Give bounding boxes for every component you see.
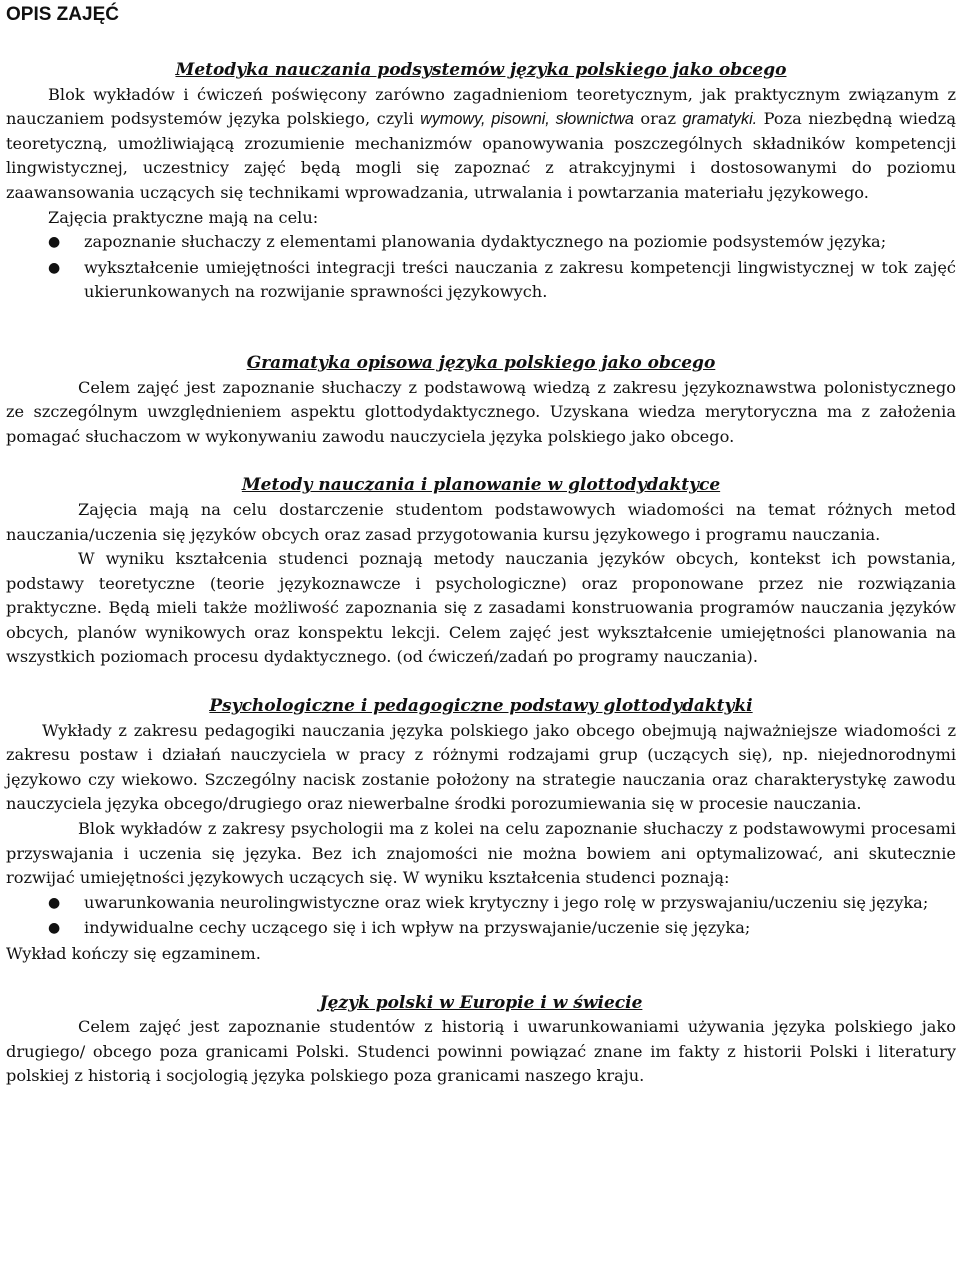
- list-item-text: zapoznanie słuchaczy z elementami planowania dydaktycznego na poziomie podsystemów języka;: [84, 232, 887, 252]
- paragraph-text: Poza niezbędną wiedzą teoretyczną, umożliwiającą zrozumienie mechanizmów opanowywania poszczególnych składników kompetencji lingwistycznej, uczestnicy zajęć będą mogli się zapoznać z atrakcyjnymi i dostosowanymi do poziomu zaawansowania uczących się technikami wprowadzania, utrwalania i powtarzania materiału językowego.: [6, 109, 956, 202]
- list-item: [6, 256, 956, 305]
- italic-text: wymowy, pisowni, słownictwa: [420, 110, 634, 129]
- list-item: [6, 916, 956, 941]
- section-paragraph: Zajęcia mają na celu dostarczenie studentom podstawowych wiadomości na temat różnych metod nauczania/uczenia się języków obcych oraz zasad przygotowania kursu językowego i programu nauczania.: [6, 499, 956, 544]
- bullet-icon: ●: [48, 920, 61, 937]
- section-paragraph: Celem zajęć jest zapoznanie studentów z historią i uwarunkowaniami używania języka polskiego jako drugiego/ obcego poza granicami Polski. Studenci powinni powiązać znane im fakty z historii Polski i literatury polskiej z historią i socjologią języka polskiego poza granicami naszego kraju.: [6, 1017, 956, 1086]
- section-heading: Metodyka nauczania podsystemów języka polskiego jako obcego: [175, 60, 787, 80]
- section-jezyk-polski: [6, 991, 956, 1089]
- list-item-text: indywidualne cechy uczącego się i ich wpływ na przyswajanie/uczenie się języka;: [84, 918, 751, 938]
- bullet-list: [6, 230, 956, 305]
- paragraph-text: oraz: [633, 109, 683, 129]
- section-heading: Psychologiczne i pedagogiczne podstawy glottodydaktyki: [209, 696, 753, 717]
- section-gramatyka: [6, 351, 956, 449]
- italic-text: gramatyki.: [682, 110, 758, 129]
- section-psychologiczne: [6, 694, 956, 967]
- section-paragraph: Zajęcia praktyczne mają na celu:: [48, 207, 319, 227]
- bullet-icon: ●: [48, 894, 61, 911]
- section-paragraph: [6, 83, 956, 206]
- section-heading: Metody nauczania i planowanie w glottodydaktyce: [241, 475, 721, 496]
- section-paragraph: W wyniku kształcenia studenci poznają metody nauczania języków obcych, kontekst ich powstania, podstawy teoretyczne (teorie językoznawcze i psychologiczne) oraz proponowane przez nie rozwiązania praktyczne. Będą mieli także możliwość zapoznania się z zasadami konstruowania programów nauczania języków obcych, planów wynikowych oraz konspektu lekcji. Celem zajęć jest wykształcenie umiejętności planowania na wszystkich poziomach procesu dydaktycznego. (od ćwiczeń/zadań po programy nauczania).: [6, 549, 956, 667]
- section-paragraph: Wykłady z zakresu pedagogiki nauczania języka polskiego jako obcego obejmują najważniejsze wiadomości z zakresu postaw i działań nauczyciela w pracy z różnymi rodzajami grup (uczących się), np. niejednorodnymi językowo czy wiekowo. Szczególny nacisk zostanie położony na strategie nauczania oraz charakterystykę zawodu nauczyciela języka obcego/drugiego oraz niewerbalne środki porozumiewania się w procesie nauczania.: [6, 720, 956, 814]
- section-paragraph: Blok wykładów z zakresy psychologii ma z kolei na celu zapoznanie słuchaczy z podstawowymi procesami przyswajania i uczenia się języka. Bez ich znajomości nie można bowiem ani optymalizować, ani skutecznie rozwijać umiejętności językowych uczących się. W wyniku kształcenia studenci poznają:: [6, 819, 956, 888]
- section-paragraph: Celem zajęć jest zapoznanie słuchaczy z podstawową wiedzą z zakresu językoznawstwa polonistycznego ze szczególnym uwzględnieniem aspektu glottodydaktycznego. Uzyskana wiedza merytoryczna ma z założenia pomagać słuchaczom w wykonywaniu zawodu nauczyciela języka polskiego jako obcego.: [6, 377, 956, 446]
- page-title: OPIS ZAJĘĆ: [6, 4, 119, 25]
- section-metodyka: [6, 58, 956, 305]
- list-item-text: uwarunkowania neurolingwistyczne oraz wiek krytyczny i jego rolę w przyswajaniu/uczeniu się języka;: [84, 892, 929, 912]
- bullet-icon: ●: [48, 259, 61, 276]
- document-page: [6, 0, 956, 1089]
- section-metody: [6, 473, 956, 670]
- bullet-icon: ●: [48, 234, 61, 251]
- list-item: [6, 891, 956, 916]
- section-heading: Gramatyka opisowa języka polskiego jako obcego: [246, 352, 716, 373]
- section-heading: Język polski w Europie i w świecie: [319, 992, 643, 1013]
- bullet-list: [6, 891, 956, 941]
- section-paragraph: Wykład kończy się egzaminem.: [6, 944, 261, 963]
- list-item-text: wykształcenie umiejętności integracji treści nauczania z zakresu kompetencji lingwistycznej w tok zajęć ukierunkowanych na rozwijanie sprawności językowych.: [84, 257, 956, 302]
- paragraph-text: Blok wykładów i ćwiczeń poświęcony zarówno zagadnieniom teoretycznym, jak praktycznym związanym z nauczaniem podsystemów języka polskiego, czyli: [6, 84, 956, 129]
- list-item: [6, 230, 956, 255]
